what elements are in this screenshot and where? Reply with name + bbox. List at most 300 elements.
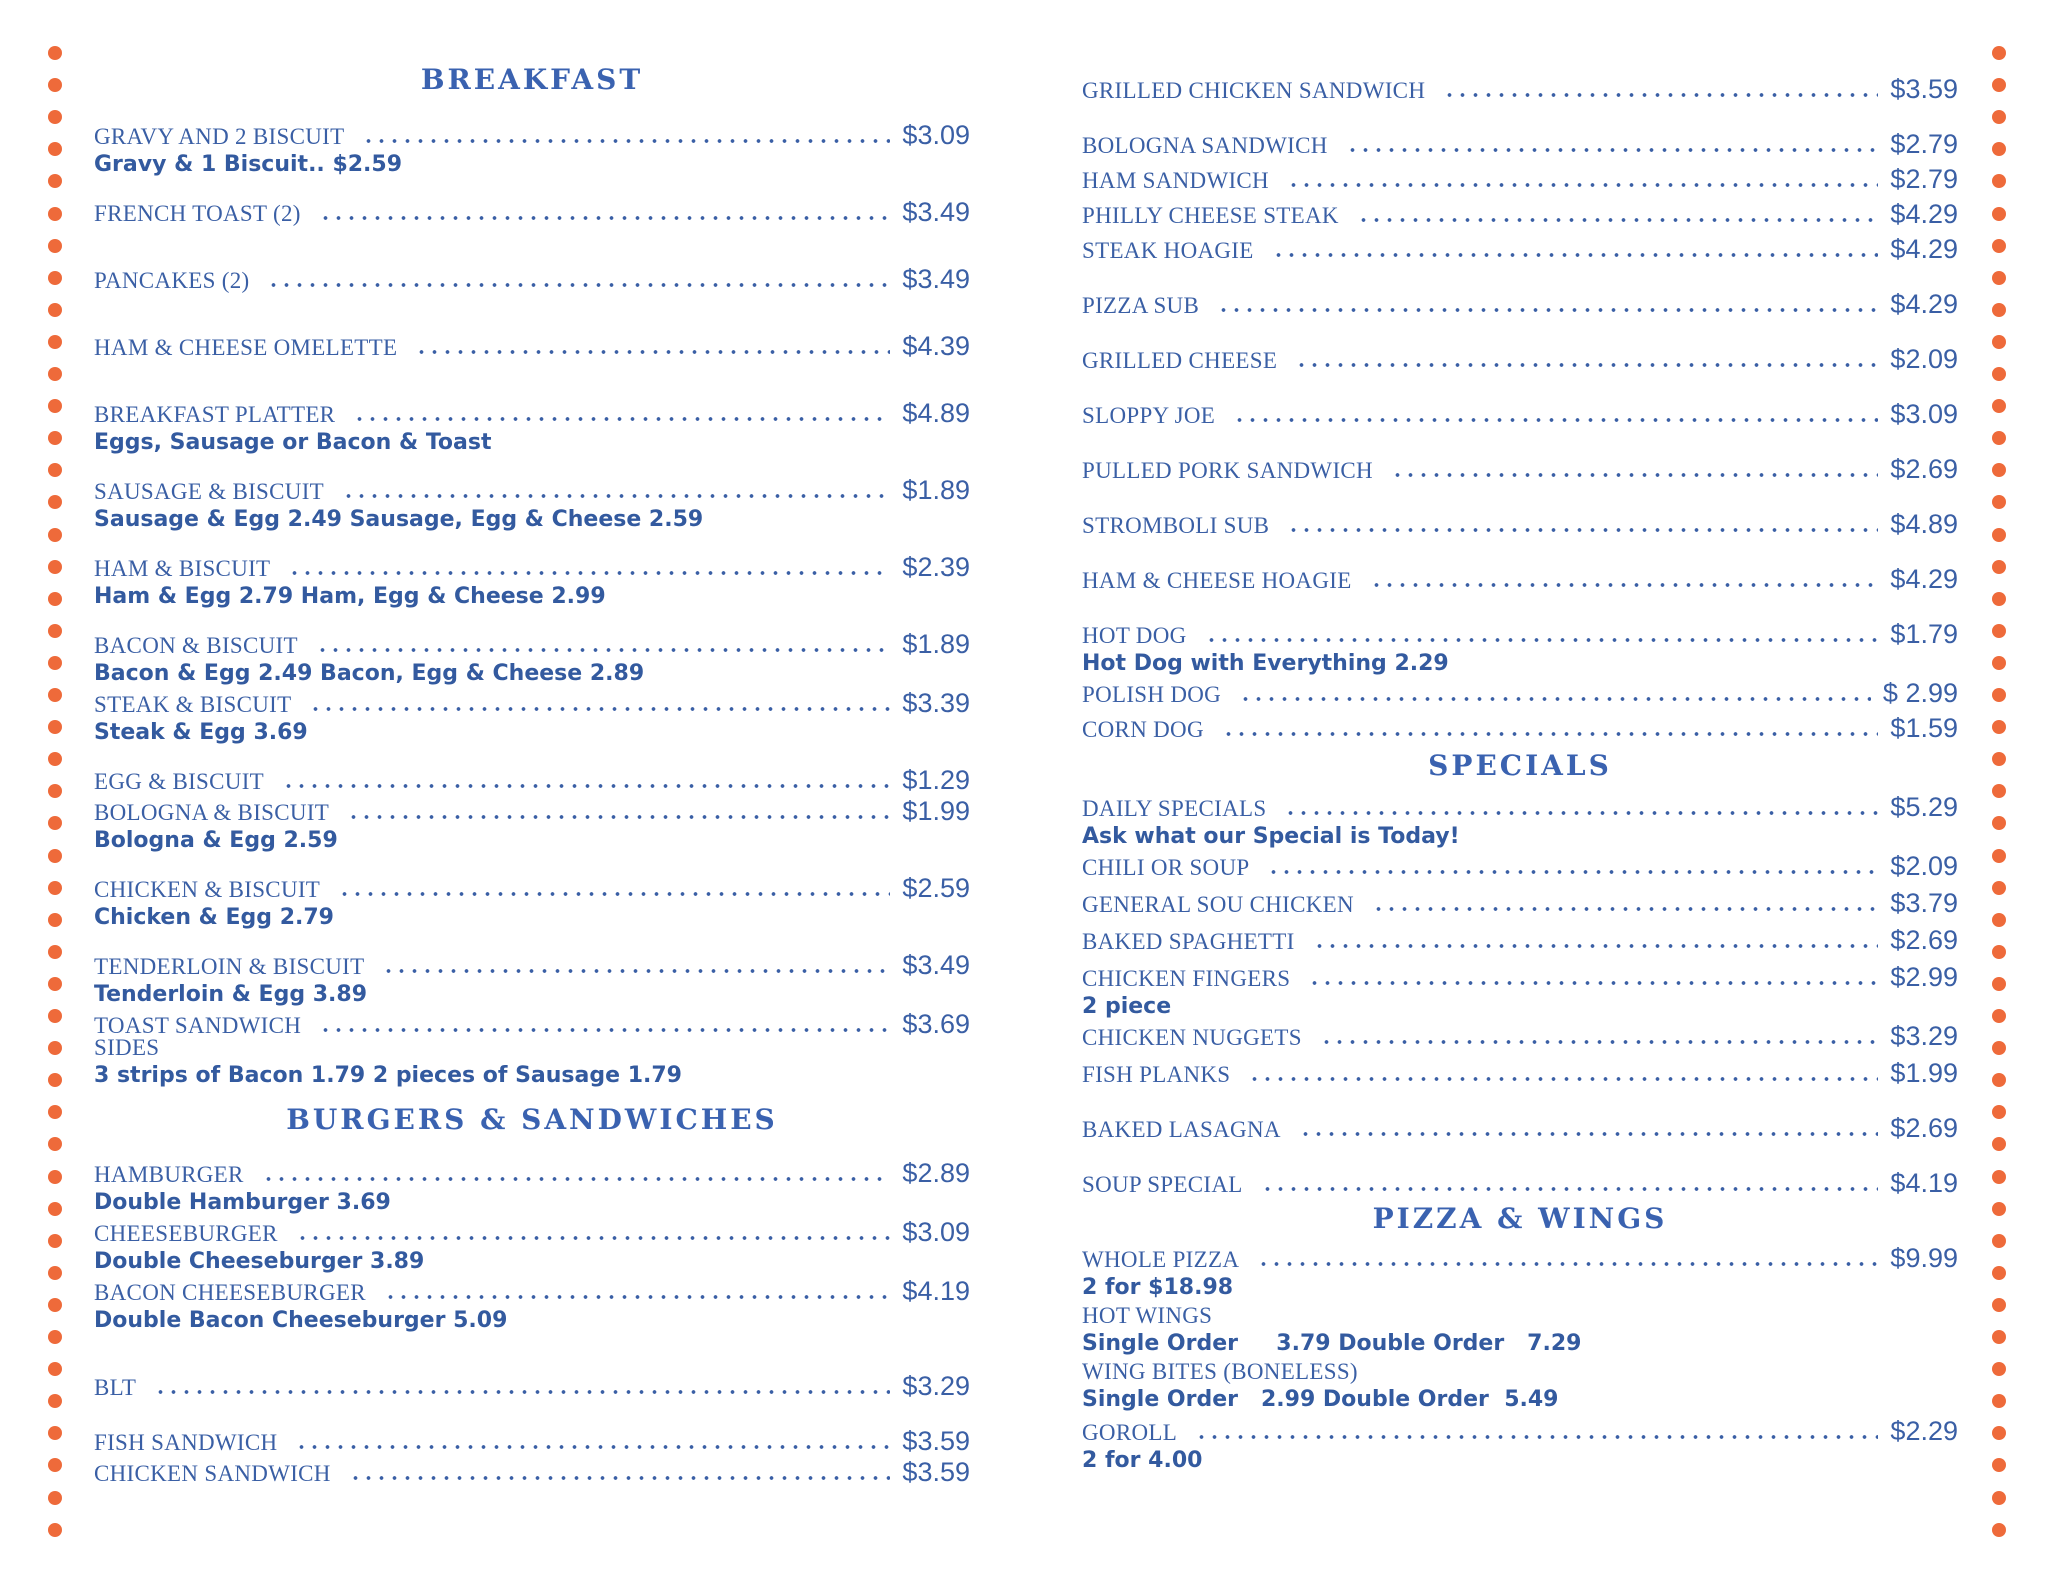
menu-item-row [1082, 234, 1958, 265]
item-name: SOUP SPECIAL [1082, 1172, 1243, 1197]
border-dot [1992, 110, 2006, 124]
item-note: Double Bacon Cheeseburger 5.09 [94, 1308, 508, 1333]
item-name: WHOLE PIZZA [1082, 1247, 1240, 1272]
item-name: CHICKEN FINGERS [1082, 966, 1291, 991]
item-name: HAM & CHEESE OMELETTE [94, 335, 398, 360]
dot-leader [282, 784, 890, 788]
item-name: BREAKFAST PLATTER [94, 402, 336, 427]
item-price: $1.59 [1890, 713, 1958, 743]
border-dot [48, 463, 62, 477]
item-name: TENDERLOIN & BISCUIT [94, 954, 365, 979]
dot-leader [1272, 253, 1879, 257]
border-dot [48, 592, 62, 606]
menu-item-row [1082, 289, 1958, 320]
menu-item-row [1082, 399, 1958, 430]
item-price: $2.79 [1890, 164, 1958, 194]
menu-item-goroll [1082, 1416, 1958, 1447]
item-price: $5.29 [1890, 792, 1958, 822]
item-name: BOLOGNA SANDWICH [1082, 133, 1328, 158]
border-dot [48, 239, 62, 253]
item-note: Bologna & Egg 2.59 [94, 828, 338, 853]
item-price: $3.29 [1890, 1021, 1958, 1051]
border-dot [1992, 239, 2006, 253]
dot-leader [342, 494, 890, 498]
item-name: CHEESEBURGER [94, 1221, 278, 1246]
item-note: Double Hamburger 3.69 [94, 1190, 391, 1215]
dot-leader [1346, 148, 1879, 152]
item-price: $3.59 [902, 1426, 970, 1456]
menu-item [1082, 454, 1958, 485]
dot-leader [1248, 1077, 1878, 1081]
item-note: 2 for 4.00 [1082, 1448, 1203, 1473]
item-price: $3.09 [902, 120, 970, 150]
menu-item-row [1082, 199, 1958, 230]
item-price: $4.29 [1890, 289, 1958, 319]
menu-item-row [1082, 564, 1958, 595]
item-price: $2.59 [902, 873, 970, 903]
menu-item [1082, 678, 1958, 709]
breakfast-list [94, 120, 970, 1040]
border-dot [1992, 688, 2006, 702]
item-name: FISH SANDWICH [94, 1430, 278, 1455]
specials-heading: SPECIALS [1428, 749, 1612, 782]
menu-item [94, 197, 970, 228]
border-dot [48, 1266, 62, 1280]
menu-item [1082, 792, 1958, 851]
item-note: Sausage & Egg 2.49 Sausage, Egg & Cheese 2.59 [94, 507, 704, 532]
item-price: $1.29 [902, 765, 970, 795]
dot-leader [1222, 732, 1879, 736]
menu-item-row [94, 1276, 970, 1307]
menu-item [1082, 399, 1958, 430]
dot-leader [1320, 1040, 1879, 1044]
dot-leader [319, 216, 891, 220]
left-dot-border [46, 46, 64, 1546]
dot-leader [1287, 528, 1878, 532]
item-note: Chicken & Egg 2.79 [94, 905, 334, 930]
border-dot [1992, 849, 2006, 863]
item-name: CHILI OR SOUP [1082, 855, 1250, 880]
dot-leader [1261, 1187, 1879, 1191]
border-dot [1992, 1330, 2006, 1344]
item-price: $2.39 [902, 552, 970, 582]
item-name: BOLOGNA & BISCUIT [94, 800, 330, 825]
border-dot [1992, 46, 2006, 60]
item-name: CORN DOG [1082, 717, 1204, 742]
menu-item [1082, 851, 1958, 882]
wing-bites-label: WING BITES (BONELESS) [1082, 1359, 1358, 1384]
dot-leader [1239, 697, 1871, 701]
menu-item-row [1082, 962, 1958, 993]
border-dot [1992, 142, 2006, 156]
specials-list [1082, 792, 1958, 1199]
item-note: Tenderloin & Egg 3.89 [94, 982, 368, 1007]
item-name: HAM SANDWICH [1082, 168, 1269, 193]
menu-item [1082, 74, 1958, 105]
border-dot [48, 1491, 62, 1505]
item-price: $1.89 [902, 629, 970, 659]
menu-item [94, 688, 970, 747]
dot-leader [1391, 473, 1878, 477]
item-name: SLOPPY JOE [1082, 403, 1216, 428]
sides-label: SIDES [94, 1035, 160, 1060]
menu-item [1082, 234, 1958, 265]
item-price: $3.39 [902, 688, 970, 718]
item-name: GOROLL [1082, 1420, 1178, 1445]
dot-leader [1443, 93, 1878, 97]
menu-item-row [94, 552, 970, 583]
border-dot [48, 849, 62, 863]
item-note: Gravy & 1 Biscuit.. $2.59 [94, 152, 403, 177]
menu-item [1082, 509, 1958, 540]
menu-item [94, 398, 970, 457]
border-dot [1992, 881, 2006, 895]
item-price: $3.49 [902, 264, 970, 294]
dot-leader [1233, 418, 1878, 422]
menu-item-row [94, 873, 970, 904]
right-column [1082, 74, 1958, 1475]
menu-item-row [94, 1457, 970, 1488]
menu-item-row [1082, 1021, 1958, 1052]
menu-item-row [1082, 509, 1958, 540]
item-name: TOAST SANDWICH [94, 1013, 302, 1038]
item-name: CHICKEN NUGGETS [1082, 1025, 1302, 1050]
burgers-list [94, 1158, 970, 1488]
item-price: $2.09 [1890, 851, 1958, 881]
menu-item-whole-pizza [1082, 1243, 1958, 1274]
dot-leader [267, 283, 890, 287]
menu-item [1082, 1168, 1958, 1199]
dot-leader [316, 648, 891, 652]
dot-leader [382, 969, 890, 973]
dot-leader [262, 1177, 891, 1181]
border-dot [1992, 977, 2006, 991]
menu-item-row [94, 120, 970, 151]
border-dot [48, 1234, 62, 1248]
border-dot [48, 78, 62, 92]
item-price: $2.79 [1890, 129, 1958, 159]
menu-item [94, 873, 970, 932]
left-column [94, 60, 970, 1488]
border-dot [48, 335, 62, 349]
item-name: GRILLED CHICKEN SANDWICH [1082, 78, 1426, 103]
menu-item [94, 475, 970, 534]
item-price: $1.99 [1890, 1058, 1958, 1088]
item-price: $3.09 [1890, 399, 1958, 429]
hot-wings-note: Single Order 3.79 Double Order 7.29 [1082, 1331, 1582, 1356]
border-dot [48, 816, 62, 830]
border-dot [1992, 1041, 2006, 1055]
menu-item-row [94, 629, 970, 660]
item-name: HAM & CHEESE HOAGIE [1082, 568, 1352, 593]
item-price: $2.69 [1890, 454, 1958, 484]
menu-item-row [94, 765, 970, 796]
item-note: 2 piece [1082, 994, 1172, 1019]
border-dot [1992, 1266, 2006, 1280]
item-price: $4.39 [902, 331, 970, 361]
item-note: 2 for $18.98 [1082, 1275, 1234, 1300]
border-dot [48, 1523, 62, 1537]
item-name: GRILLED CHEESE [1082, 348, 1278, 373]
item-name: GRAVY AND 2 BISCUIT [94, 124, 345, 149]
menu-item [1082, 344, 1958, 375]
dot-leader [1372, 907, 1879, 911]
item-price: $3.79 [1890, 888, 1958, 918]
border-dot [1992, 271, 2006, 285]
menu-item-row [94, 688, 970, 719]
border-dot [1992, 945, 2006, 959]
border-dot [1992, 1426, 2006, 1440]
item-name: PIZZA SUB [1082, 293, 1200, 318]
menu-item-row [1082, 74, 1958, 105]
menu-item [94, 765, 970, 796]
border-dot [48, 656, 62, 670]
menu-item-row [94, 1217, 970, 1248]
dot-leader [362, 139, 890, 143]
item-note: Hot Dog with Everything 2.29 [1082, 651, 1449, 676]
item-price: $1.79 [1890, 619, 1958, 649]
item-price: $ 2.99 [1882, 678, 1958, 708]
menu-item-row [94, 1371, 970, 1402]
menu-item [1082, 962, 1958, 1021]
breakfast-heading: BREAKFAST [420, 63, 644, 96]
menu-item-row [94, 475, 970, 506]
item-price: $4.29 [1890, 564, 1958, 594]
menu-item-row [94, 197, 970, 228]
border-dot [1992, 431, 2006, 445]
sandwiches-list [1082, 74, 1958, 744]
border-dot [1992, 592, 2006, 606]
item-price: $4.19 [1890, 1168, 1958, 1198]
menu-item [94, 552, 970, 611]
border-dot [48, 1041, 62, 1055]
item-note: Double Cheeseburger 3.89 [94, 1249, 425, 1274]
burgers-heading: BURGERS & SANDWICHES [286, 1103, 778, 1136]
menu-item-row [1082, 129, 1958, 160]
border-dot [1992, 335, 2006, 349]
item-name: CHICKEN SANDWICH [94, 1461, 331, 1486]
item-name: STEAK & BISCUIT [94, 692, 292, 717]
dot-leader [384, 1295, 891, 1299]
item-name: BLT [94, 1375, 137, 1400]
item-price: $1.99 [902, 796, 970, 826]
menu-item [94, 1217, 970, 1276]
menu-item-row [94, 796, 970, 827]
item-name: FISH PLANKS [1082, 1062, 1231, 1087]
item-price: $4.19 [902, 1276, 970, 1306]
border-dot [1992, 913, 2006, 927]
dot-leader [1313, 944, 1879, 948]
border-dot [48, 271, 62, 285]
menu-item-row [1082, 888, 1958, 919]
border-dot [48, 560, 62, 574]
item-name: BACON CHEESEBURGER [94, 1280, 366, 1305]
dot-leader [1370, 583, 1879, 587]
item-price: $4.89 [902, 398, 970, 428]
menu-item [94, 1371, 970, 1402]
border-dot [1992, 1458, 2006, 1472]
menu-item-row [1082, 713, 1958, 744]
dot-leader [319, 1028, 890, 1032]
border-dot [48, 977, 62, 991]
border-dot [1992, 78, 2006, 92]
dot-leader [1267, 870, 1878, 874]
menu-item-row [94, 331, 970, 362]
menu-item [1082, 289, 1958, 320]
item-price: $3.49 [902, 950, 970, 980]
item-name: FRENCH TOAST (2) [94, 201, 301, 226]
border-dot [48, 1105, 62, 1119]
border-dot [1992, 1491, 2006, 1505]
item-price: $3.69 [902, 1009, 970, 1039]
border-dot [1992, 1170, 2006, 1184]
border-dot [1992, 463, 2006, 477]
border-dot [48, 399, 62, 413]
right-dot-border [1990, 46, 2008, 1546]
menu-item [1082, 199, 1958, 230]
menu-item [1082, 129, 1958, 160]
item-name: HOT DOG [1082, 623, 1187, 648]
border-dot [1992, 784, 2006, 798]
item-name: SAUSAGE & BISCUIT [94, 479, 325, 504]
dot-leader [154, 1390, 890, 1394]
item-price: $2.29 [1890, 1416, 1958, 1446]
dot-leader [415, 350, 890, 354]
item-name: BAKED LASAGNA [1082, 1117, 1281, 1142]
dot-leader [349, 1476, 891, 1480]
border-dot [1992, 752, 2006, 766]
item-price: $2.09 [1890, 344, 1958, 374]
item-price: $4.29 [1890, 199, 1958, 229]
item-price: $2.89 [902, 1158, 970, 1188]
border-dot [1992, 1202, 2006, 1216]
item-note: Ham & Egg 2.79 Ham, Egg & Cheese 2.99 [94, 584, 606, 609]
border-dot [48, 174, 62, 188]
menu-item [1082, 1113, 1958, 1144]
menu-item-row [1082, 454, 1958, 485]
item-name: CHICKEN & BISCUIT [94, 877, 321, 902]
menu-item [94, 120, 970, 179]
menu-item-row [94, 264, 970, 295]
menu-item-row [1082, 851, 1958, 882]
dot-leader [1308, 981, 1878, 985]
border-dot [1992, 1394, 2006, 1408]
item-price: $3.59 [1890, 74, 1958, 104]
border-dot [48, 1362, 62, 1376]
menu-item [94, 1276, 970, 1335]
item-price: $1.89 [902, 475, 970, 505]
border-dot [1992, 560, 2006, 574]
border-dot [48, 1426, 62, 1440]
menu-item [1082, 888, 1958, 919]
border-dot [48, 688, 62, 702]
menu-item-row [94, 1426, 970, 1457]
item-name: PULLED PORK SANDWICH [1082, 458, 1373, 483]
border-dot [1992, 1234, 2006, 1248]
border-dot [48, 431, 62, 445]
item-name: BACON & BISCUIT [94, 633, 298, 658]
dot-leader [1217, 308, 1878, 312]
border-dot [48, 624, 62, 638]
menu-item-row [1082, 925, 1958, 956]
dot-leader [1257, 1262, 1878, 1266]
border-dot [48, 1330, 62, 1344]
dot-leader [1357, 218, 1879, 222]
dot-leader [347, 815, 890, 819]
border-dot [48, 528, 62, 542]
border-dot [1992, 528, 2006, 542]
border-dot [1992, 656, 2006, 670]
dot-leader [353, 417, 890, 421]
border-dot [48, 495, 62, 509]
border-dot [48, 110, 62, 124]
menu-item [94, 1158, 970, 1217]
item-note: Steak & Egg 3.69 [94, 720, 308, 745]
border-dot [48, 367, 62, 381]
menu-item-row [94, 398, 970, 429]
item-note: Eggs, Sausage or Bacon & Toast [94, 430, 492, 455]
border-dot [1992, 1523, 2006, 1537]
dot-leader [296, 1236, 891, 1240]
item-price: $3.59 [902, 1457, 970, 1487]
menu-item [1082, 713, 1958, 744]
border-dot [1992, 816, 2006, 830]
item-name: STROMBOLI SUB [1082, 513, 1270, 538]
border-dot [48, 207, 62, 221]
item-name: POLISH DOG [1082, 682, 1222, 707]
item-name: HAMBURGER [94, 1162, 244, 1187]
item-price: $9.99 [1890, 1243, 1958, 1273]
border-dot [48, 752, 62, 766]
menu-item-row [1082, 1113, 1958, 1144]
menu-item [94, 950, 970, 1009]
menu-item-row [94, 1158, 970, 1189]
menu-item [94, 264, 970, 295]
pizza-section [1082, 1243, 1958, 1475]
item-name: PHILLY CHEESE STEAK [1082, 203, 1339, 228]
border-dot [1992, 399, 2006, 413]
item-note: Ask what our Special is Today! [1082, 824, 1460, 849]
border-dot [1992, 1105, 2006, 1119]
border-dot [48, 1137, 62, 1151]
item-price: $2.69 [1890, 925, 1958, 955]
item-name: STEAK HOAGIE [1082, 238, 1254, 263]
border-dot [48, 1298, 62, 1312]
border-dot [48, 142, 62, 156]
sides-note: 3 strips of Bacon 1.79 2 pieces of Sausage 1.79 [94, 1063, 682, 1088]
border-dot [48, 1394, 62, 1408]
border-dot [1992, 1009, 2006, 1023]
menu-item [1082, 619, 1958, 678]
menu-item-row [1082, 344, 1958, 375]
border-dot [48, 1202, 62, 1216]
menu-item-row [1082, 678, 1958, 709]
border-dot [1992, 207, 2006, 221]
border-dot [48, 945, 62, 959]
border-dot [48, 881, 62, 895]
dot-leader [1287, 183, 1878, 187]
item-name: EGG & BISCUIT [94, 769, 265, 794]
pizza-wings-heading: PIZZA & WINGS [1372, 1202, 1668, 1235]
menu-item [1082, 164, 1958, 195]
border-dot [1992, 495, 2006, 509]
menu-item [94, 629, 970, 688]
wing-bites-note: Single Order 2.99 Double Order 5.49 [1082, 1387, 1559, 1412]
dot-leader [309, 707, 890, 711]
menu-item-row [1082, 1168, 1958, 1199]
border-dot [1992, 720, 2006, 734]
item-price: $3.09 [902, 1217, 970, 1247]
